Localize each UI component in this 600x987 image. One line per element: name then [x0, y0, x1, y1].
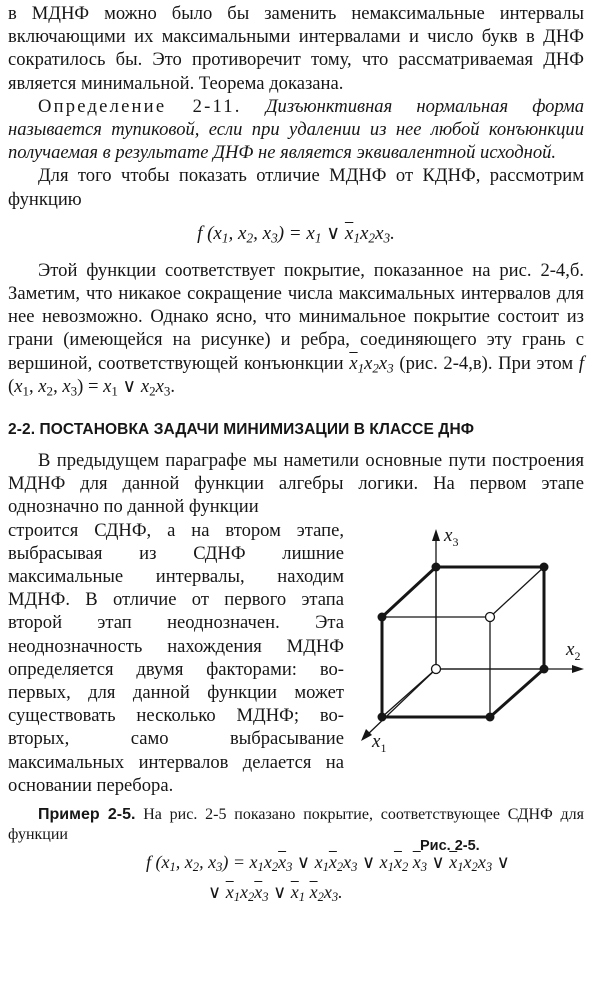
paragraph-4b: (рис. 2-4,в). При этом [399, 352, 574, 374]
page [8, 2, 584, 905]
vertex-filled [540, 562, 549, 571]
definition-label: Определение 2-11. [38, 95, 242, 117]
paragraph-5: В предыдущем параграфе мы наметили основные пути построения МДНФ для данной функции алгебры логики. На первом этапе однозначно по данной функции [8, 450, 584, 518]
vertex-filled [432, 562, 441, 571]
example-label: Пример 2-5. [38, 806, 136, 824]
axis-x3-arrow [432, 529, 440, 541]
paragraph-1: в МДНФ можно было бы заменить немаксимальные интервалы включающими их максимальными интервалами и число букв в ДНФ сократилось бы. Это противоречит тому, что рассматриваемая ДНФ является минимальной. Теорема доказана. [8, 3, 584, 94]
figure-wrap [8, 519, 584, 797]
formula-1: f ($x_1$, $x_2$, $x_3) = x_1$ ∨ $\overline{x}_1x_2x_3$. [197, 222, 395, 246]
paragraph-4a: Этой функции соответствует покрытие, показанное на рис. 2-4,б. Заметим, что никакое сокращение числа максимальных интервалов для нее невозможно. Однако ясно, что минимальное покрытие состоит из грани (имеющейся на рисунке) и ребра, соединяющего эту грань с вершиной, соответствующей конъюнкции [8, 259, 584, 374]
axis-label-x2: $x_2$ [566, 638, 581, 663]
definition-paragraph [8, 95, 584, 165]
figure-caption: Рис. 2-5. [420, 838, 480, 854]
axis-x2-arrow [572, 665, 584, 673]
vertex-open [486, 612, 495, 621]
example-text: На рис. 2-5 показано покрытие, соответствующее СДНФ для функции [8, 806, 585, 844]
vertex-filled [378, 712, 387, 721]
paragraph-4: Этой функции соответствует покрытие, показанное на рис. 2-4,б. Заметим, что никакое сокращение числа максимальных интервалов для нее невозможно. Однако ясно, что минимальное покрытие состоит из грани (имеющейся на рисунке) и ребра, соединяющего эту грань с вершиной, соответствующей конъюнкции $\overline{x}_1x_2x_3$ (рис. 2-4,в). При этом f ($x_1$, $x_2$, $x_3) = x_1$ ∨ $x_2x_3$. [8, 259, 584, 399]
axis-x1-arrow [361, 729, 372, 741]
cube-figure [344, 519, 584, 809]
formula-2-line-2: ∨ $\overline{x}_1x_2\overline{x}_3$ ∨ $\overline{x}_1$ $\overline{x}_2x_3$. [208, 882, 343, 905]
paragraph-6: строится СДНФ, а на втором этапе, выбрасывая из СДНФ лишние максимальные интервалы, находим МДНФ. В отличие от первого этапа второй этап неоднозначен. Эта неоднозначность нахождения МДНФ определяется двумя факторами: во-первых, для данной функции может существовать несколько МДНФ; во-вторых, само выбрасывание максимальных интервалов делается на основании перебора. [8, 519, 344, 796]
axis-label-x1: $x_1$ [372, 730, 387, 755]
vertex-open [432, 664, 441, 673]
paragraph-3: Для того чтобы показать отличие МДНФ от КДНФ, рассмотрим функцию [8, 165, 584, 210]
section-heading: 2-2. ПОСТАНОВКА ЗАДАЧИ МИНИМИЗАЦИИ В КЛАССЕ ДНФ [8, 421, 475, 439]
axis-label-x3: $x_3$ [444, 524, 459, 549]
vertex-filled [378, 612, 387, 621]
definition-text: Дизъюнктивная нормальная форма называется тупиковой, если при удалении из нее любой конъюнкции получаемая в результате ДНФ не является эквивалентной исходной. [8, 95, 585, 164]
vertex-filled [486, 712, 495, 721]
vertex-filled [540, 664, 549, 673]
formula-2-line-1: f ($x_1$, $x_2$, $x_3) = x_1x_2\overline{x}_3$ ∨ $x_1\overline{x}_2x_3$ ∨ $x_1\overline{x}_2$ $\overline{x}_3$ ∨ $\overline{x}_1x_2x_3$ ∨ [146, 852, 510, 875]
